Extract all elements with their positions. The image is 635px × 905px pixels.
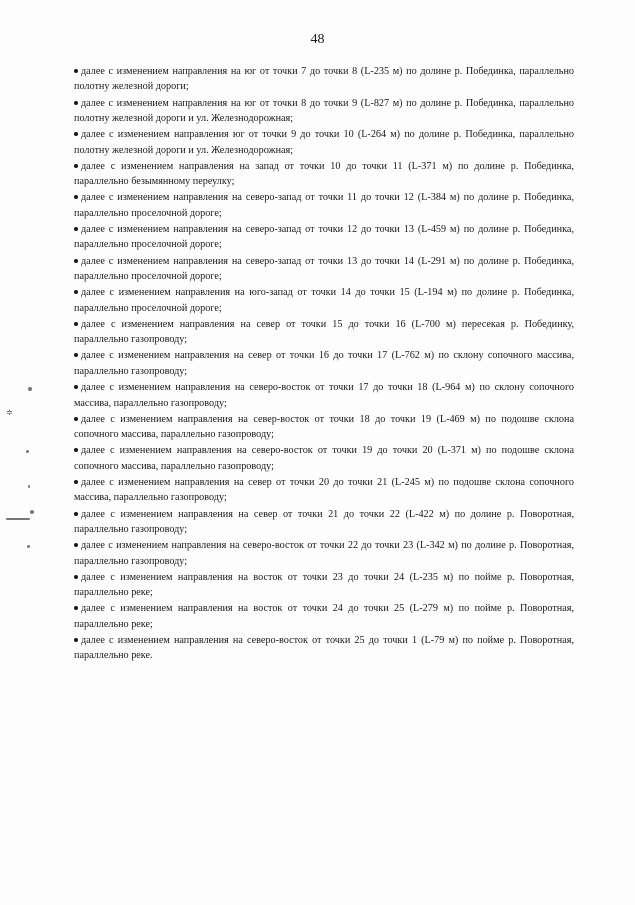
bullet-icon — [74, 132, 78, 136]
list-item — [74, 348, 574, 379]
list-item-text: далее с изменением направления на восток от точки 23 до точки 24 (L-235 м) по пойме р. Поворотная, параллельно реке; — [74, 571, 574, 599]
bullet-icon — [74, 259, 78, 263]
list-item-text: далее с изменением направления на север от точки 20 до точки 21 (L-245 м) по подошве склона сопочного массива, параллельно газопроводу; — [74, 476, 574, 504]
bullet-icon — [74, 385, 78, 389]
list-item — [74, 633, 574, 664]
list-item — [74, 285, 574, 316]
list-item — [74, 507, 574, 538]
bullet-icon — [74, 101, 78, 105]
list-item — [74, 64, 574, 95]
scan-mark: ≑ — [6, 408, 13, 417]
bullet-icon — [74, 606, 78, 610]
bullet-icon — [74, 512, 78, 516]
bullet-icon — [74, 480, 78, 484]
page-number: 48 — [310, 32, 325, 47]
list-item-text: далее с изменением направления на северо-восток от точки 22 до точки 23 (L-342 м) по долине р. Поворотная, параллельно газопроводу; — [74, 540, 574, 567]
list-item-text: далее с изменением направления на северо-запад от точки 13 до точки 14 (L-291 м) по долине р. Побединка, параллельно проселочной дороге; — [74, 255, 574, 283]
bullet-icon — [74, 353, 78, 357]
list-item-text: далее с изменением направления на юго-запад от точки 14 до точки 15 (L-194 м) по долине р. Побединка, параллельно проселочной дороге; — [74, 287, 574, 314]
bullet-icon — [74, 638, 78, 642]
list-item-text: далее с изменением направления на север от точки 16 до точки 17 (L-762 м) по склону сопочного массива, параллельно газопроводу; — [74, 350, 574, 377]
bullet-icon — [74, 448, 78, 452]
scan-speck — [27, 545, 30, 548]
list-item-text: далее с изменением направления на запад от точки 10 до точки 11 (L-371 м) по долине р. Побединка, параллельно безымянному переулку; — [74, 160, 574, 188]
bullet-icon — [74, 290, 78, 294]
list-item — [74, 127, 574, 158]
bullet-icon — [74, 322, 78, 326]
list-item-text: далее с изменением направления на восток от точки 24 до точки 25 (L-279 м) по пойме р. Поворотная, параллельно реке; — [74, 603, 574, 630]
list-item-text: далее с изменением направления на северо-запад от точки 11 до точки 12 (L-384 м) по долине р. Побединка, параллельно проселочной дороге; — [74, 192, 574, 219]
scan-speck — [28, 485, 30, 488]
list-item — [74, 317, 574, 348]
list-item-text: далее с изменением направления на северо-восток от точки 19 до точки 20 (L-371 м) по подошве склона сопочного массива, параллельно газопроводу; — [74, 445, 574, 472]
scan-speck — [6, 518, 30, 520]
list-item-text: далее с изменением направления на юг от точки 7 до точки 8 (L-235 м) по долине р. Побединка, параллельно полотну железной дороги; — [74, 66, 574, 93]
list-item — [74, 443, 574, 474]
list-item-text: далее с изменением направления юг от точки 9 до точки 10 (L-264 м) по долине р. Побединка, параллельно полотну железной дороги и ул. Железнодорожная; — [74, 129, 574, 156]
list-item-text: далее с изменением направления на север от точки 15 до точки 16 (L-700 м) пересекая р. Побединку, параллельно газопроводу; — [74, 318, 574, 346]
list-item — [74, 412, 574, 443]
list-item — [74, 475, 574, 506]
list-item-text: далее с изменением направления на север от точки 21 до точки 22 (L-422 м) по долине р. Поворотная, параллельно газопроводу; — [74, 508, 574, 535]
list-item — [74, 96, 574, 127]
list-item — [74, 254, 574, 285]
bullet-icon — [74, 543, 78, 547]
list-item-text: далее с изменением направления на северо-восток от точки 25 до точки 1 (L-79 м) по пойме р. Поворотная, параллельно реке. — [74, 634, 574, 662]
list-item — [74, 222, 574, 253]
bullet-icon — [74, 164, 78, 168]
list-item — [74, 538, 574, 569]
bullet-icon — [74, 69, 78, 73]
list-item — [74, 159, 574, 190]
bullet-icon — [74, 575, 78, 579]
bullet-icon — [74, 195, 78, 199]
list-item — [74, 570, 574, 601]
list-item — [74, 380, 574, 411]
boundary-description-list — [74, 64, 574, 665]
scan-speck — [30, 510, 34, 514]
list-item — [74, 190, 574, 221]
bullet-icon — [74, 417, 78, 421]
list-item-text: далее с изменением направления на северо-запад от точки 12 до точки 13 (L-459 м) по долине р. Побединка, параллельно проселочной дороге; — [74, 224, 574, 251]
scan-speck — [28, 387, 32, 391]
list-item — [74, 601, 574, 632]
list-item-text: далее с изменением направления на северо-восток от точки 17 до точки 18 (L-964 м) по склону сопочного массива, параллельно газопроводу; — [74, 382, 574, 409]
bullet-icon — [74, 227, 78, 231]
list-item-text: далее с изменением направления на юг от точки 8 до точки 9 (L-827 м) по долине р. Побединка, параллельно полотну железной дороги и ул. Железнодорожная; — [74, 97, 574, 125]
scan-speck — [26, 450, 29, 453]
list-item-text: далее с изменением направления на север-восток от точки 18 до точки 19 (L-469 м) по подошве склона сопочного массива, параллельно газопроводу; — [74, 413, 574, 441]
